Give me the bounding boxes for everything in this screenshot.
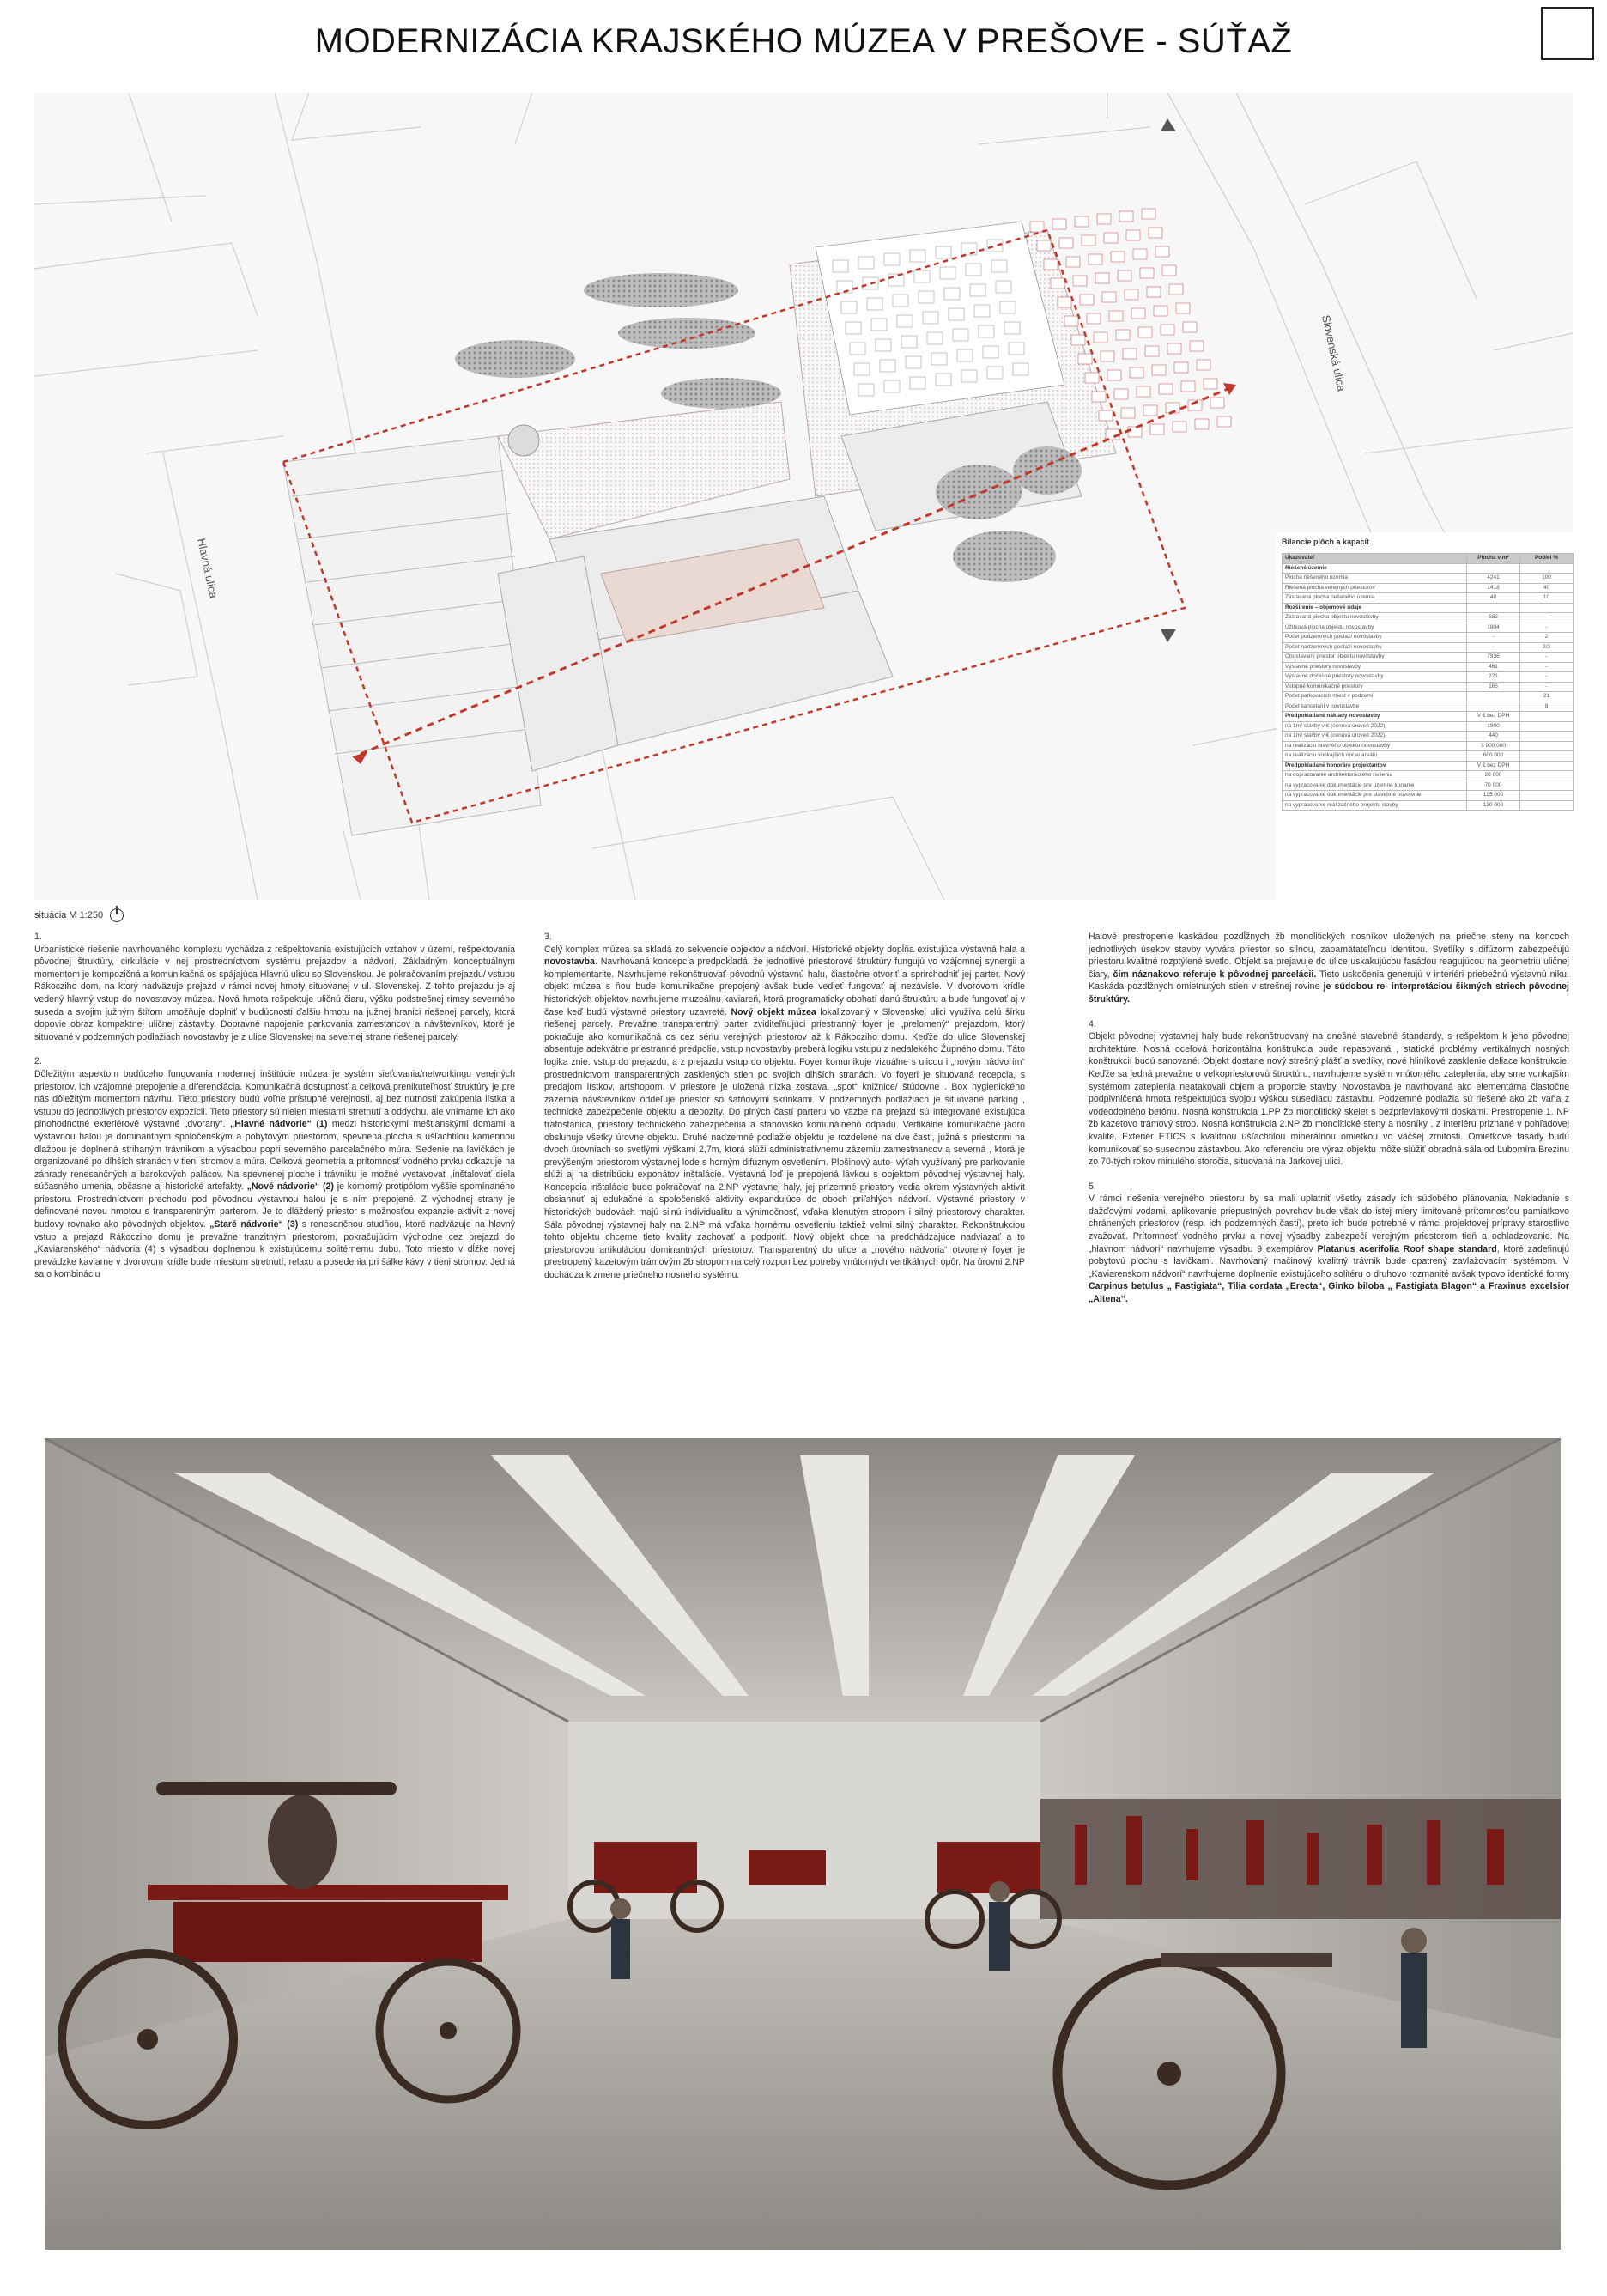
new-building-grid-cell (1104, 233, 1118, 243)
balance-table-row (1283, 692, 1574, 702)
balance-table-title: Bilancie plôch a kapacít (1282, 538, 1370, 546)
balance-cell-value: 440 (1467, 732, 1520, 742)
new-building-grid-cell (1217, 416, 1231, 427)
balance-cell-value (1520, 771, 1574, 781)
new-building-grid-cell (1071, 335, 1085, 345)
balance-cell-label: na vypracovanie dokumentácie pre stavebné povolenie (1283, 791, 1467, 801)
hall-grid-cell (833, 260, 848, 272)
balance-table-row (1283, 751, 1574, 762)
balance-header-cell: Plocha v m² (1467, 554, 1520, 564)
new-building-grid-cell (1092, 392, 1106, 402)
balance-cell-label: Výstavné priestory novostavby (1283, 662, 1467, 672)
paragraph-body: V rámci riešenia verejného priestoru by sa mali uplatniť všetky zásady ich súdobého plánovania. Nakladanie s dažďovými vodami, aplikovanie priepustných povrchov bude však do istej miery limitované prítomnosťou pamiatkovo chránených priestorov (resp. ich podzemných častí), preto ich bude potrebné v rámci projektovej prípravy starostlivo zvažovať. Prítomnosť vodného prvku a novej výsadby zabezpečí verejným priestorom tieň a ochladzovanie. Na „hlavnom nádvorí“ navrhujeme výsadbu 9 exemplárov Platanus acerifolia Roof shape standard, ktoré zadefinujú pobytovú plochu s lavičkami. Navrhovaný mačinový kvalitný trávnik bude opatrený zavlažovacím systémom. V „Kaviarenskom nádvorí“ navrhujeme doplnenie existujúceho solitéru o druhovo rozmanité avšak typovo identické formy Carpinus betulus „ Fastigiata“, Tilia cordata „Erecta“, Ginko biloba „ Fastigiata Blagon“ a Fraxinus excelsior „Altena“. (1089, 1194, 1569, 1305)
balance-cell-value (1520, 741, 1574, 751)
north-arrow-icon (110, 908, 124, 922)
balance-cell-value (1467, 563, 1520, 574)
new-building-grid-cell (1095, 273, 1109, 283)
balance-cell-value: - (1467, 633, 1520, 643)
hall-grid-cell (901, 336, 917, 348)
balance-cell-value: 8 (1520, 702, 1574, 712)
new-building-grid-cell (1082, 235, 1095, 246)
paragraph-number: 3. (544, 932, 552, 942)
new-building-grid-cell (1111, 252, 1125, 262)
corner-box (1541, 7, 1594, 60)
balance-header-cell: Ukazovateľ (1283, 554, 1467, 564)
text-column-2 (544, 931, 1025, 1294)
new-building-grid-cell (1099, 410, 1113, 421)
hall-grid-cell (897, 315, 913, 327)
new-building-grid-cell (1145, 346, 1159, 356)
new-building-grid-cell (1176, 303, 1190, 313)
balance-cell-value: - (1520, 672, 1574, 683)
balance-table-row (1283, 672, 1574, 683)
new-building-grid-cell (1174, 362, 1188, 373)
balance-table-row (1283, 791, 1574, 801)
new-building-grid-cell (1126, 230, 1140, 240)
balance-cell-value (1520, 791, 1574, 801)
balance-cell-value: 1418 (1467, 583, 1520, 593)
hall-grid-cell (919, 291, 934, 303)
new-building-grid-cell (1131, 308, 1145, 319)
balance-cell-value (1520, 781, 1574, 791)
new-building-grid-cell (1133, 249, 1147, 259)
new-building-grid-cell (1097, 214, 1111, 224)
hall-grid-cell (944, 288, 960, 300)
page-title: MODERNIZÁCIA KRAJSKÉHO MÚZEA V PREŠOVE - SÚŤAŽ (314, 22, 1293, 60)
new-building-grid-cell (1073, 276, 1087, 286)
hall-grid-cell (841, 301, 857, 313)
hall-grid-cell (953, 329, 968, 341)
hall-grid-cell (1013, 363, 1028, 375)
new-building-grid-cell (1109, 311, 1123, 321)
balance-table-row (1283, 642, 1574, 653)
new-building-grid-cell (1183, 322, 1197, 332)
new-building-grid-cell (1149, 228, 1162, 238)
balance-cell-label: Zastavaná plocha riešeného územia (1283, 593, 1467, 604)
new-building-grid-cell (1137, 386, 1150, 397)
balance-cell-label: Počet kancelárií v novostavbe (1283, 702, 1467, 712)
street-label-west: Hlavná ulica (195, 537, 221, 599)
hall-grid-cell (910, 377, 925, 389)
plan-caption (34, 908, 124, 922)
balance-table-row (1283, 732, 1574, 742)
balance-cell-value: 1804 (1467, 623, 1520, 633)
new-building-grid-cell (1128, 427, 1142, 437)
hall-grid-cell (979, 325, 994, 337)
new-building-grid-cell (1114, 389, 1128, 399)
paragraph-number: 1. (34, 932, 42, 942)
text-column-1 (34, 931, 515, 1293)
balance-cell-label: na dopracovanie architektonického riešenia (1283, 771, 1467, 781)
new-building-grid-cell (1118, 270, 1131, 281)
balance-table-row (1283, 702, 1574, 712)
street-label-east: Slovenská ulica (1319, 313, 1349, 392)
hall-grid-cell (991, 260, 1007, 272)
balance-cell-value: - (1520, 662, 1574, 672)
hall-grid-cell (880, 360, 895, 372)
hall-grid-cell (936, 374, 951, 386)
balance-cell-label: na vypracovanie realizačného projektu stavby (1283, 800, 1467, 811)
hall-grid-cell (888, 274, 904, 286)
new-building-grid-cell (1152, 365, 1166, 375)
new-building-grid-cell (1154, 306, 1167, 316)
new-building-grid-cell (1066, 257, 1080, 267)
new-building-grid-cell (1167, 343, 1181, 354)
hall-grid-cell (910, 250, 925, 262)
balance-table-header (1283, 554, 1574, 564)
hall-grid-cell (863, 277, 878, 289)
new-building-grid-cell (1052, 219, 1066, 229)
balance-cell-value: 461 (1467, 662, 1520, 672)
balance-cell-value: 2/3 (1520, 642, 1574, 653)
paragraph-body: Dôležitým aspektom budúceho fungovania modernej inštitúcie múzea je systém sieťovania/networkingu verejných priestorov, ich vzájomné prepojenie a diferenciácia. Komunikačná dostupnosť a celková prenikuteľnosť štruktúry je pre nás dôležitým momentom návrhu. Tieto priestory budú voľne prístupné verejnosti, aj bez nutnosti zakúpenia lístka a vstupu do jednotlivých priestorov expozícii. Tieto priestory sú nielen miestami stretnutí a oddychu, ale vnímame ich ako plnohodnotné exteriérové výstavné „dvorany“. „Hlavné nádvorie“ (1) medzi historickými meštianskými domami a výstavnou halou je dominantným spoločenským a pobytovým priestorom, spevnená plocha s ušľachtilou kamennou dlažbou je doplnená strihaným trávnikom a výsadbou popri severného parcelačného múra. Sedenie na lavičkách je organizované po dlhších stranách v tieni stromov a múra. Celková geometria a prítomnosť vodného prvku odkazuje na záhrady renesančných a barokových palácov. Na spevnenej ploche i trávniku je možné vystavovať ,inštalovať diela súčasného umenia, občasne aj historické artefakty. „Nové nádvorie“ (2) je komorný protipólom vyššie spomínaného priestoru. Prostredníctvom prechodu pod pôvodnou výstavnou halou je s ním prepojené. Z východnej strany je definované novou hmotou s transparentným parterom. Je to dláždený priestor s možnosťou expanzie aktivít z novej budovy rovnako ako pôvodných objektov. „Staré nádvorie“ (3) s renesančnou studňou, ktoré nadväzuje na hlavný vstup a prejazd Rákocziho domu je prevažne tranzitným priestorom, pokračujúcim východne cez prejazd do „Kaviarenského“ nádvoria (4) s výsadbou doplnenou k existujúcemu solitérnemu dubu. Toto miesto v dĺžke novej prevádzke kaviarne v dvorovom krídle bude miestom stretnutí, relaxu a posedenia pri šálke kávy v tieni stromov. Jedná sa o kombináciu (34, 1068, 516, 1280)
hall-grid-cell (974, 305, 990, 317)
balance-table-row (1283, 623, 1574, 633)
balance-cell-label: na vypracovanie dokumentácie pre územné konanie (1283, 781, 1467, 791)
balance-cell-value: V € bez DPH (1467, 712, 1520, 722)
text-paragraph (34, 1055, 515, 1281)
hall-grid-cell (940, 267, 955, 279)
balance-cell-label: Predpokladané honoráre projektantov (1283, 761, 1467, 771)
balance-cell-value: 1900 (1467, 721, 1520, 732)
paragraph-body: Objekt pôvodnej výstavnej haly bude rekonštruovaný na dnešné stavebné štandardy, s rešpektom k jeho pôvodnej architektúre. Nosná oceľová horizontálna konštrukcia bude repasovaná , statické problémy vertikálnych nosných konštrukcií budú sanované. Objekt dostane nový strešný plášť a svetlíky, nové hliníkové zasklenie deliace konštrukcie. Keďže sa jedná prevažne o velkopriestorovú štruktúru, navrhujeme systém vnútorného zateplenia, aby sme vonkajším systémom zateplenia neatakovali objem a proporcie stavby. Novostavba je navrhovaná ako elementárna čiastočne podpivničená hmota rešpektujúca svojou výškou susediacu zástavbu. Podzemné podlažia sú riešené ako 2b vaňa z vodeodolného betónu. Nosná konštrukcia 1.PP žb monolitický skelet s bezprievlakovými doskami. Prestropenie 1. NP žb kazetovo trámový strop. Nosná konštrukcia 2.NP žb monolitické steny a nosníky , z interiéru priznané v pohľadovej kvalite. Exteriér ETICS s kvalitnou ušľachtilou minerálnou omietkou vo väčšej zrnitosti. Omietkové fasády budú komunikovať so susednou zástavbou. Ako referenciu pre výraz objektu môže slúžiť obradná sála od Ľubomíra Brezinu zo 70-tých rokov minulého storočia, situovaná na Jarkovej ulici. (1089, 1031, 1569, 1168)
hall-grid-cell (936, 246, 951, 258)
balance-cell-value (1467, 702, 1520, 712)
paragraph-body: Urbanistické riešenie navrhovaného komplexu vychádza z rešpektovania existujúcich vzťahov v území, rešpektovania pôvodnej štruktúry, cirkulácie v nej prostredníctvom systému prejazdov a nádvorí. Základným konceptuálnym momentom je kompozičná a komunikačná os spájajúca Hlavnú ulicu so Slovenskou. Je pokračovaním prejazdu/ vstupu Rákocziho dom, na ktorý nadväzuje prejazd v rámci novej hmoty situovanej v ul. Slovenskej. Z tohto prejazdu je aj vedený hlavný vstup do novostavby múzea. Nová hmota rešpektuje uličnú čiaru, výšku podstrešnej rímsy severného suseda a svojim južným štítom umožňuje doplniť v budúcnosti ďalšiu hmotu na južnej hranici riešenej parcely, ktorá dopovie obraz kompaktnej uličnej zástavby. Dopravné napojenie parkovania zamestancov a návštevníkov, ktoré je situované v podzemných podlažiach novostavby je z ulice Slovenskej na severnej strane riešenej parcely. (34, 944, 515, 1042)
balance-cell-label: Rozšírenie – objemové údaje (1283, 603, 1467, 613)
hall-grid-cell (1004, 322, 1020, 334)
hall-grid-cell (871, 319, 887, 331)
balance-cell-value: 2 (1520, 633, 1574, 643)
balance-cell-value (1520, 712, 1574, 722)
new-building-grid-cell (1210, 398, 1224, 408)
new-building-grid-cell (1087, 313, 1101, 324)
balance-cell-value: 7936 (1467, 653, 1520, 663)
balance-cell-value: 20 000 (1467, 771, 1520, 781)
new-building-grid-cell (1044, 259, 1058, 270)
text-paragraph (1089, 1018, 1569, 1169)
balance-cell-label: Obostavaný priestor objektu novostavby (1283, 653, 1467, 663)
new-building-grid-cell (1123, 349, 1137, 359)
balance-cell-label: Zastavaná plocha objektu novostavby (1283, 613, 1467, 623)
new-building-grid-cell (1064, 316, 1078, 326)
hall-grid-cell (906, 356, 921, 368)
new-building-grid-cell (1161, 325, 1174, 335)
text-column-3 (1089, 931, 1569, 1318)
new-building-grid-cell (1155, 246, 1169, 257)
balance-cell-value: 221 (1467, 672, 1520, 683)
text-paragraph (544, 931, 1025, 1282)
balance-table-row (1283, 633, 1574, 643)
text-paragraph (1089, 931, 1569, 1006)
hall-grid-cell (927, 332, 943, 344)
balance-cell-value (1520, 721, 1574, 732)
balance-cell-value: - (1520, 653, 1574, 663)
balance-cell-label: Riešená plocha verejných priestorov (1283, 583, 1467, 593)
hall-grid-cell (876, 339, 891, 351)
new-building-grid-cell (1075, 216, 1089, 227)
new-building-grid-cell (1204, 379, 1217, 389)
hall-grid-cell (893, 295, 908, 307)
balance-table-row (1283, 741, 1574, 751)
balance-cell-value (1520, 732, 1574, 742)
new-building-grid-cell (1125, 289, 1138, 300)
new-building-grid-cell (1142, 209, 1155, 219)
interior-render-image (45, 1438, 1561, 2250)
balance-table-row (1283, 781, 1574, 791)
hall-grid-cell (957, 349, 973, 361)
hall-grid-cell (850, 343, 865, 355)
hall-grid-cell (884, 380, 900, 392)
hall-grid-cell (858, 257, 874, 269)
balance-table-row (1283, 761, 1574, 771)
hall-grid-cell (1009, 343, 1024, 355)
balance-table-row (1283, 721, 1574, 732)
hall-grid-cell (949, 308, 964, 320)
balance-cell-label: na 1m³ stavby v € (cenová úroveň 2022) (1283, 732, 1467, 742)
new-building-grid-cell (1030, 222, 1044, 232)
balance-cell-value (1520, 563, 1574, 574)
balance-cell-label: Počet nadzemných podlaží novostavby (1283, 642, 1467, 653)
new-building-grid-cell (1078, 354, 1092, 364)
hall-grid-cell (923, 312, 938, 324)
balance-cell-label: Plocha riešeného územia (1283, 574, 1467, 584)
balance-cell-value: 165 (1467, 682, 1520, 692)
hall-grid-cell (914, 270, 930, 282)
balance-table-panel (1277, 532, 1575, 902)
paragraph-number: 2. (34, 1056, 42, 1067)
new-building-grid-cell (1037, 240, 1051, 251)
balance-cell-value: 125 000 (1467, 791, 1520, 801)
balance-cell-value: - (1520, 613, 1574, 623)
new-building-grid-cell (1169, 284, 1183, 295)
balance-table-row (1283, 771, 1574, 781)
balance-cell-value (1520, 761, 1574, 771)
hall-grid-cell (884, 253, 900, 265)
balance-cell-label: Úžitková plocha objektu novostavby (1283, 623, 1467, 633)
new-building-grid-cell (1116, 330, 1130, 340)
hall-grid-cell (987, 367, 1003, 379)
paragraph-number: 5. (1089, 1181, 1096, 1192)
paragraph-body: Celý komplex múzea sa skladá zo sekvencie objektov a nádvorí. Historické objekty dopĺňa existujúca výstavná hala a novostavba. Navrhovaná koncepcia predpokladá, že jednotlivé priestorové štruktúry fungujú vo vzájomnej synergii a komplementarite. Navrhujeme rekonštruovať pôvodnú výstavnú halu, čiastočne otvoriť a sprirchodniť jej parter. Nový objekt múzea s ňou bude komunikačne prepojený avšak bude vedieť fungovať aj nezávisle. V dvorovom krídle historických objektov navrhujeme muzeálnu kaviareň, ktorá programaticky obohatí danú štruktúru a bude fungovať aj v čase keď budú výstavné priestory uzavreté. Nový objekt múzea lokalizovaný v Slovenskej ulici využíva celú šírku riešenej parcely. Prevažne transparentný parter zviditeľňujúci priestranný foyer je „prelomený“ prejazdom, ktorý pokračuje ako komunikačná os cez sériu verejných priestorov až k Rákocziho domu. Keďže do ulice Slovenskej absentuje adekvátne priestranné predpolie, vstup novostavby preberá logiku vstupu z nedalekého Župného domu. Táto logika znie: vstup do prejazdu, a z prejazdu vstup do objektu. Foyer komunikuje vizuálne s ulicou i „novým nádvorím“ prostredníctvom transparentných zasklených stien po svojich dlhších stranách. Vo foyeri je situovaná recepcia, s predajom lístkov, artshopom. V priestore je uložená nízka zostava, „spot“ knižnice/ štúdovne . Box hygienického zázemia návštevníkov oddeľuje priestor so šatňovými skrinkami. V podzemných podlažiach je situované parking , technické zabezpečenie objektu a depozity. Do plných častí parteru vo väzbe na prejazd sú integrované existujúca trafostanica, priestory technického zabezpečenia a stanovisko komunálneho odpadu. Vertikálne komunikačné jadro obsluhuje všetky úrovne objektu. Druhé nadzemné podlažie objektu je rozdelené na dve časti, južná s priestormi na dvoch úrovniach so svetlými výškami 2,7m, ktorá slúži administratívnemu zázemiu zamestnancov a severná , ktorá je prevýšeným priestorom výstavnej lode s horným difúznym osvetlením. Plošinový auto- výťah využívaný pre parkovanie slúži aj na distribúciu exponátov inštalácie. Výstavná loď je prepojená lávkou s objektom pôvodnej výstavnej haly. Koncepcia inštalácie bude pokračovať na 2.NP výstavnej haly, jej prízemné priestory vedia okrem výstavných aktivít obsiahnuť aj edukačné a spoločenské aktivity expandujúce do oboch priľahlých nádvorí. Výstavné priestory v historických budovách majú silnú individualitu a výnimočnosť, vďaka klenutým stropom i silný priestorový charakter. Sála pôvodnej výstavnej haly na 2.NP má vďaka hornému osvetleniu taktiež veľmi silný charakter. Rekonštrukciou tohto objektu chceme tieto kvality zachovať a podporiť. Nový objekt chce na predchádzajúce nadviazať a to priestorovou artikuláciou dominantných priestorov. Transparentný do ulice a „nového nádvoria“ otvorený foyer je prestropený kazetovým trámovým 2b stropom na celý rozpon bez potreby vnútorných vertikálnych opôr. Na úrovni 2.NP dochádza k zmene priečneho nosného systému. (544, 944, 1025, 1281)
balance-cell-value (1520, 800, 1574, 811)
balance-table-row (1283, 800, 1574, 811)
hall-grid-cell (961, 370, 977, 382)
balance-cell-label: Vstupné komunikačné priestory (1283, 682, 1467, 692)
new-building-grid-cell (1102, 292, 1116, 302)
balance-cell-value: - (1467, 642, 1520, 653)
hall-grid-cell (970, 284, 985, 296)
balance-table-row (1283, 662, 1574, 672)
new-building-grid-cell (1181, 381, 1195, 392)
new-building-grid-cell (1147, 287, 1161, 297)
balance-cell-label: Výstavné dočasné priestory novostavby (1283, 672, 1467, 683)
balance-cell-value (1467, 692, 1520, 702)
text-paragraph (34, 931, 515, 1043)
balance-table-row (1283, 682, 1574, 692)
hall-grid-cell (931, 353, 947, 365)
new-building-grid-cell (1107, 370, 1121, 380)
balance-cell-value: 130 000 (1467, 800, 1520, 811)
balance-cell-label: Riešené územie (1283, 563, 1467, 574)
hall-grid-cell (987, 240, 1003, 252)
new-building-grid-cell (1173, 422, 1186, 432)
balance-cell-label: na 1m² stavby v € (cenová úroveň 2022) (1283, 721, 1467, 732)
hall-grid-cell (983, 346, 998, 358)
new-building-grid-cell (1094, 332, 1107, 343)
new-building-grid-cell (1058, 297, 1071, 307)
balance-table-row (1283, 613, 1574, 623)
balance-cell-value (1520, 603, 1574, 613)
new-building-grid-cell (1195, 419, 1209, 429)
balance-cell-value: 10 (1520, 593, 1574, 604)
hall-grid-cell (996, 281, 1011, 293)
balance-table-row (1283, 653, 1574, 663)
new-building-grid-cell (1085, 373, 1099, 383)
new-building-grid-cell (1089, 254, 1102, 264)
balance-cell-label: na realizáciu hlavného objektu novostavby (1283, 741, 1467, 751)
balance-cell-label: Predpokladané náklady novostavby (1283, 712, 1467, 722)
new-building-grid-cell (1051, 278, 1064, 289)
balance-cell-value: 600 000 (1467, 751, 1520, 762)
plan-scale-label: situácia M 1:250 (34, 910, 104, 920)
hall-grid-cell (966, 264, 981, 276)
balance-cell-label: Počet parkovacích miest v podzemí (1283, 692, 1467, 702)
balance-table (1282, 553, 1574, 811)
new-building-grid-cell (1121, 408, 1135, 418)
new-building-grid-cell (1143, 405, 1157, 416)
balance-cell-value: - (1520, 682, 1574, 692)
paragraph-number: 4. (1089, 1018, 1096, 1030)
balance-cell-value: 40 (1520, 583, 1574, 593)
balance-cell-value: 3 900 000 (1467, 741, 1520, 751)
new-building-grid-cell (1101, 351, 1114, 361)
text-paragraph (1089, 1181, 1569, 1306)
hall-grid-cell (846, 322, 861, 334)
balance-cell-value: 48 (1467, 593, 1520, 604)
balance-cell-label: Počet podzemných podlaží novostavby (1283, 633, 1467, 643)
new-building-grid-cell (1138, 327, 1152, 337)
balance-table-row (1283, 603, 1574, 613)
balance-cell-value: 582 (1467, 613, 1520, 623)
new-building-grid-cell (1150, 424, 1164, 434)
balance-cell-label: na realizáciu vonkajších úprav areálu (1283, 751, 1467, 762)
hall-grid-cell (858, 384, 874, 396)
new-building-grid-cell (1140, 268, 1154, 278)
balance-table-row (1283, 563, 1574, 574)
balance-cell-value: 100 (1520, 574, 1574, 584)
new-building-grid-cell (1162, 265, 1176, 276)
balance-cell-value (1520, 751, 1574, 762)
balance-cell-value (1467, 603, 1520, 613)
new-building-grid-cell (1130, 367, 1143, 378)
new-building-grid-cell (1190, 341, 1204, 351)
balance-header-cell: Podiel % (1520, 554, 1574, 564)
new-building-grid-cell (1159, 384, 1173, 394)
balance-table-row (1283, 712, 1574, 722)
hall-grid-cell (867, 298, 882, 310)
balance-table-row (1283, 574, 1574, 584)
new-building-grid-cell (1059, 238, 1073, 248)
balance-cell-value: 4241 (1467, 574, 1520, 584)
balance-cell-value: V € bez DPH (1467, 761, 1520, 771)
paragraph-body: Halové prestropenie kaskádou pozdĺžnych žb monolitických nosníkov uložených na priečne steny na koncoch jednotlivých úsekov stavby vytvára priestor so silnou, zapamätateľnou identitou. Svetlíky s difúzorm zabezpečujú priestoru kvalitné rozptýlené svetlo. Objekt sa prejavuje do ulice uskakujúcou fasádou reagujúcou na geometriu uličnej čiary, čím náznakovo referuje k pôvodnej parcelácii. Tieto uskočenia generujú v interiéri priebežnú výstavnú niku. Kaskáda pozdĺžnych omietnutých stien v strešnej rovine je súdobou re- interpretáciou šikmých striech pôvodnej štruktúry. (1089, 932, 1569, 1005)
balance-table-row (1283, 593, 1574, 604)
new-building-grid-cell (1197, 360, 1210, 370)
new-building-grid-cell (1119, 211, 1133, 222)
balance-cell-value: 70 000 (1467, 781, 1520, 791)
hall-grid-cell (1000, 301, 1016, 313)
balance-cell-value: 21 (1520, 692, 1574, 702)
balance-cell-value: - (1520, 623, 1574, 633)
new-building-grid-cell (1080, 295, 1094, 305)
hall-grid-cell (854, 363, 870, 375)
balance-table-row (1283, 583, 1574, 593)
